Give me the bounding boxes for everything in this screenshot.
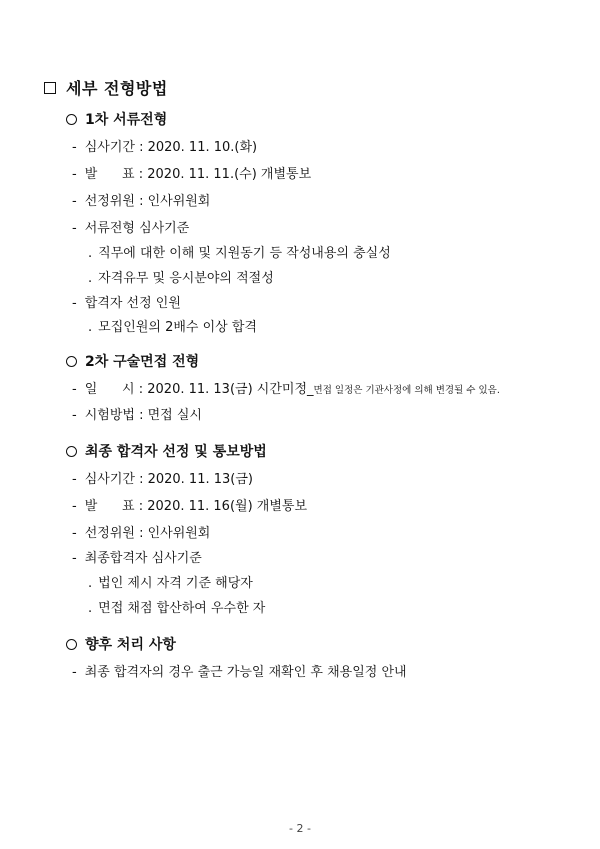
section-heading-1: 1차 서류전형 <box>66 109 167 129</box>
checkbox-square-icon <box>44 82 56 94</box>
list-item: - 심사기간 : 2020. 11. 10.(화) <box>72 140 258 155</box>
sub-item: . 자격유무 및 응시분야의 적절성 <box>88 271 274 286</box>
circle-bullet-icon <box>66 446 77 457</box>
sub-item: . 법인 제시 자격 기준 해당자 <box>88 576 253 591</box>
list-item: - 최종 합격자의 경우 출근 가능일 재확인 후 채용일정 안내 <box>72 665 407 680</box>
list-item: - 합격자 선정 인원 <box>72 296 181 311</box>
title-text: 세부 전형방법 <box>66 79 168 98</box>
list-item: - 일 시 : 2020. 11. 13(금) 시간미정_ 면접 일정은 기관사정에 의해 변경될 수 있음. <box>72 382 500 397</box>
list-item: - 심사기간 : 2020. 11. 13(금) <box>72 472 253 487</box>
list-item: - 최종합격자 심사기준 <box>72 551 202 566</box>
section-title <box>44 76 168 99</box>
page-number: - 2 - <box>289 822 311 835</box>
list-item: - 선정위원 : 인사위원회 <box>72 526 211 541</box>
list-item: - 발 표 : 2020. 11. 16(월) 개별통보 <box>72 499 308 514</box>
sub-item: . 면접 채점 합산하여 우수한 자 <box>88 601 266 616</box>
sub-item: . 직무에 대한 이해 및 지원동기 등 작성내용의 충실성 <box>88 246 391 261</box>
section-heading-2: 2차 구술면접 전형 <box>66 351 199 371</box>
section-heading-4: 향후 처리 사항 <box>66 634 176 654</box>
list-item: - 시험방법 : 면접 실시 <box>72 408 202 423</box>
list-item: - 발 표 : 2020. 11. 11.(수) 개별통보 <box>72 167 312 182</box>
list-item: - 선정위원 : 인사위원회 <box>72 194 211 209</box>
section-heading-3: 최종 합격자 선정 및 통보방법 <box>66 441 267 461</box>
circle-bullet-icon <box>66 356 77 367</box>
sub-item: . 모집인원의 2배수 이상 합격 <box>88 320 257 335</box>
schedule-note: 면접 일정은 기관사정에 의해 변경될 수 있음. <box>313 385 500 396</box>
circle-bullet-icon <box>66 639 77 650</box>
list-item: - 서류전형 심사기준 <box>72 221 190 236</box>
circle-bullet-icon <box>66 114 77 125</box>
